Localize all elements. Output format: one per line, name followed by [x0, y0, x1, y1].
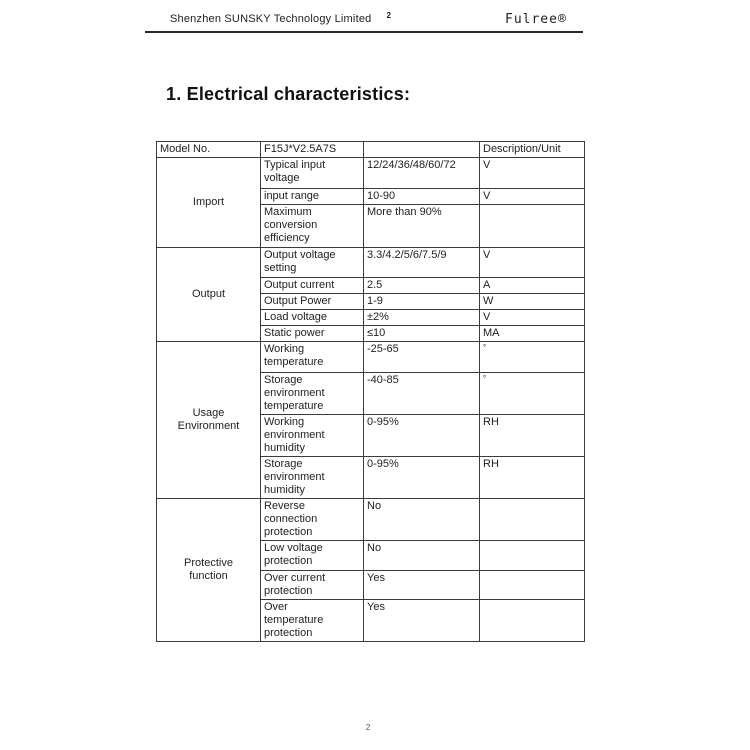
header-divider [145, 31, 583, 33]
company-superscript: 2 [386, 11, 392, 20]
param-cell: Maximum conversion efficiency [261, 205, 364, 248]
spec-table [156, 141, 585, 642]
unit-cell: V [480, 310, 585, 326]
param-cell: Over temperature protection [261, 600, 364, 642]
spec-empty-header [364, 142, 480, 158]
value-cell: 3.3/4.2/5/6/7.5/9 [364, 248, 480, 278]
value-cell: 2.5 [364, 278, 480, 294]
section-title: 1. Electrical characteristics: [166, 84, 411, 104]
unit-cell: W [480, 294, 585, 310]
param-cell: input range [261, 189, 364, 205]
company-name [170, 13, 391, 25]
group-cell-protective-function: Protective function [157, 499, 261, 642]
value-cell: -25-65 [364, 342, 480, 373]
param-cell: Load voltage [261, 310, 364, 326]
unit-cell: V [480, 189, 585, 205]
param-cell: Low voltage protection [261, 541, 364, 571]
company-name-text: Shenzhen SUNSKY Technology Limited [170, 13, 372, 25]
unit-cell: A [480, 278, 585, 294]
group-cell-usage-environment: Usage Environment [157, 342, 261, 499]
value-cell: No [364, 541, 480, 571]
unit-cell: RH [480, 457, 585, 499]
model-value-header: F15J*V2.5A7S [261, 142, 364, 158]
value-cell: 10-90 [364, 189, 480, 205]
value-cell: 0-95% [364, 415, 480, 457]
description-unit-header: Description/Unit [480, 142, 585, 158]
unit-cell: RH [480, 415, 585, 457]
unit-cell [480, 571, 585, 600]
param-cell: Output current [261, 278, 364, 294]
value-cell: Yes [364, 571, 480, 600]
value-cell: 0-95% [364, 457, 480, 499]
table-row [157, 248, 585, 278]
value-cell: ≤10 [364, 326, 480, 342]
unit-cell [480, 205, 585, 248]
param-cell: Typical input voltage [261, 158, 364, 189]
brand-logo: Fulree® [505, 12, 567, 27]
model-no-header: Model No. [157, 142, 261, 158]
value-cell: Yes [364, 600, 480, 642]
unit-cell [480, 541, 585, 571]
param-cell: Over current protection [261, 571, 364, 600]
table-header-row [157, 142, 585, 158]
param-cell: Reverse connection protection [261, 499, 364, 541]
unit-cell [480, 600, 585, 642]
param-cell: Output Power [261, 294, 364, 310]
param-cell: Output voltage setting [261, 248, 364, 278]
table-row [157, 158, 585, 189]
param-cell: Static power [261, 326, 364, 342]
value-cell: No [364, 499, 480, 541]
param-cell: Storage environment temperature [261, 373, 364, 415]
value-cell: -40-85 [364, 373, 480, 415]
group-cell-output: Output [157, 248, 261, 342]
unit-cell: MA [480, 326, 585, 342]
param-cell: Storage environment humidity [261, 457, 364, 499]
unit-cell [480, 499, 585, 541]
value-cell: 12/24/36/48/60/72 [364, 158, 480, 189]
param-cell: Working environment humidity [261, 415, 364, 457]
value-cell: 1-9 [364, 294, 480, 310]
table-row [157, 342, 585, 373]
unit-cell: ° [480, 373, 585, 415]
group-cell-import: Import [157, 158, 261, 248]
page-number: 2 [365, 722, 371, 732]
unit-cell: ° [480, 342, 585, 373]
value-cell: More than 90% [364, 205, 480, 248]
value-cell: ±2% [364, 310, 480, 326]
unit-cell: V [480, 158, 585, 189]
unit-cell: V [480, 248, 585, 278]
param-cell: Working temperature [261, 342, 364, 373]
table-row [157, 499, 585, 541]
